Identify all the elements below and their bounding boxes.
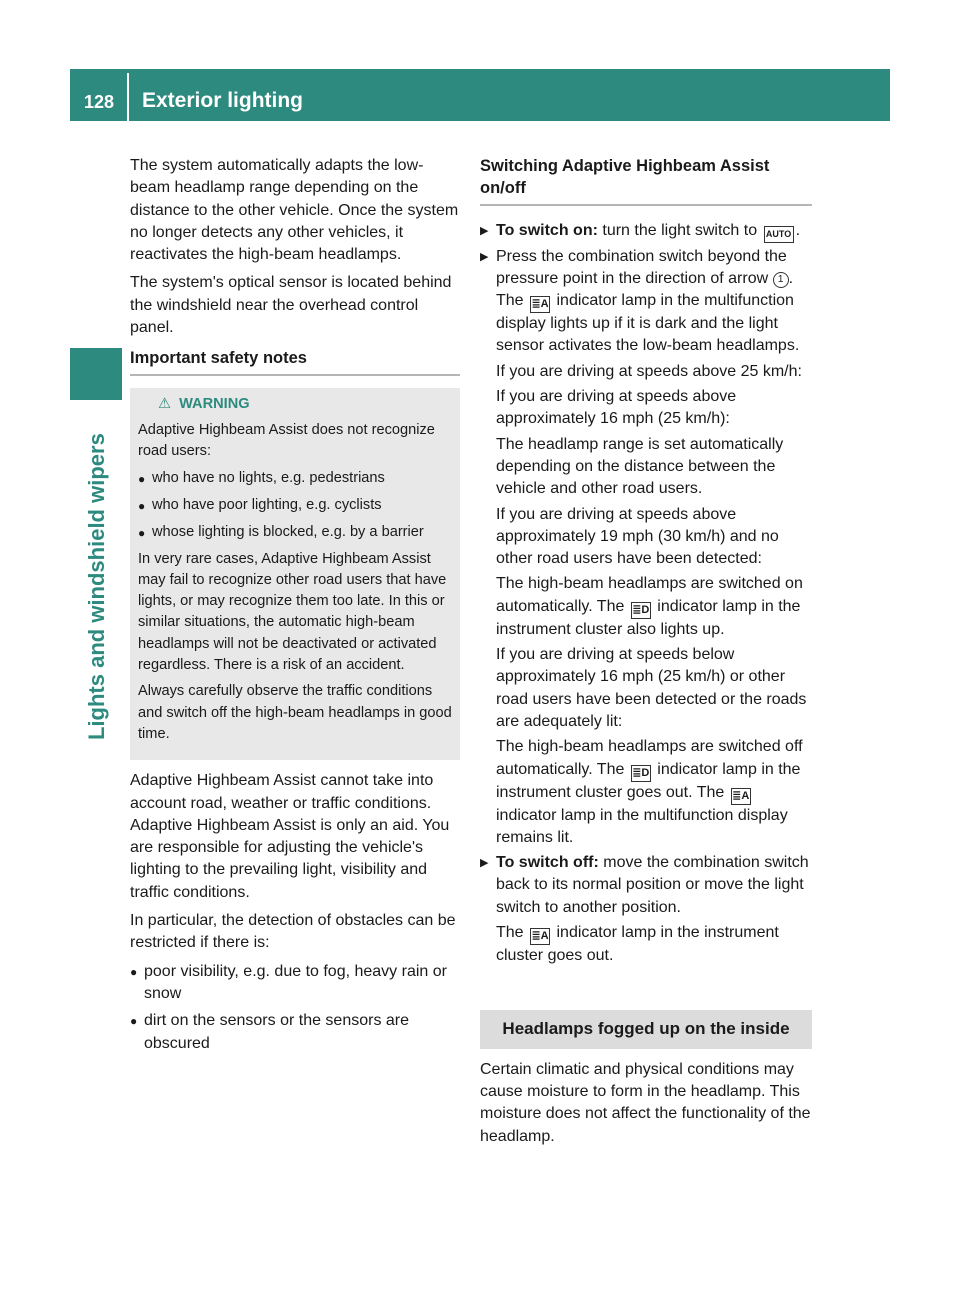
warning-triangle-icon: ⚠ xyxy=(158,395,172,412)
page-title: Exterior lighting xyxy=(142,89,304,112)
list-item: ● poor visibility, e.g. due to fog, heavy rain or snow xyxy=(130,962,447,1002)
step-arrow-icon: ▶ xyxy=(480,224,489,237)
side-tab-label: Lights and windshield wipers xyxy=(84,433,109,740)
adaptive-highbeam-icon: ≣A xyxy=(530,928,550,945)
highbeam-icon: ≣D xyxy=(631,602,651,619)
warning-paragraph: In very rare cases, Adaptive Highbeam Assist may fail to recognize other road users that have lights, or may recognize them too late. In this or similar situations, the automatic high-beam headlamps will not be deactivated or activated regardless. There is a risk of an accident. xyxy=(138,550,447,674)
warning-bullet: ● whose lighting is blocked, e.g. by a barrier xyxy=(138,523,424,540)
adaptive-highbeam-icon: ≣A xyxy=(530,296,550,313)
left-column xyxy=(130,155,460,1060)
intro-paragraph: The system automatically adapts the low-beam headlamp range depending on the distance to the other vehicle. Once the system no longer detects any other vehicles, it reactivates the high-beam headlamps. xyxy=(130,157,459,264)
step-switch-off: ▶ To switch off: move the combination switch back to its normal position or move the light switch to another position. The ≣A indicator lamp in the instrument cluster goes out. xyxy=(480,852,812,970)
limitations-paragraph: Adaptive Highbeam Assist cannot take into account road, weather or traffic conditions. Adaptive Highbeam Assist is only an aid. You are responsible for adjusting the vehicle's lighting to the prevailing light, visibility and traffic conditions. xyxy=(130,772,450,901)
warning-bullet: ● who have no lights, e.g. pedestrians xyxy=(138,469,385,486)
warning-intro: Adaptive Highbeam Assist does not recognize road users: xyxy=(138,421,435,460)
highbeam-icon: ≣D xyxy=(631,765,651,782)
side-tab-marker xyxy=(70,348,122,400)
step-switch-on: ▶ To switch on: turn the light switch to AUTO . xyxy=(480,220,812,246)
warning-title: ⚠ WARNING xyxy=(158,395,250,412)
step-press-switch: ▶ Press the combination switch beyond the pressure point in the direction of arrow 1 . The ≣A indicator lamp in the multifunction display lights up if it is dark and the light sensor activates the low-beam headlamps. If you are driving at speeds above 25 km/h: If you are driving at speeds above approximately 16 mph (25 km/h): The headlamp range is set automatically depending on the distance between the vehicle and other road users. If you are driving at speeds above approximately 19 mph (30 km/h) and no other road users have been detected: The high-beam headlamps are switched on automatically. The ≣D indicator lamp in the instrument cluster also lights up. If you are driving at speeds below approximately 16 mph (25 km/h) or other road users have been detected or the roads are adequately lit: The high-beam headlamps are switched off automatically. The ≣D indicator lamp in the instrument cluster goes out. The ≣A indicator lamp in the multifunction display remains lit. xyxy=(480,246,812,853)
list-item: ● dirt on the sensors or the sensors are obscured xyxy=(130,1012,410,1052)
fogged-paragraph: Certain climatic and physical conditions may cause moisture to form in the headlamp. This moisture does not affect the functionality of the headlamp. xyxy=(480,1060,811,1145)
fogged-section-title: Headlamps fogged up on the inside xyxy=(480,1010,812,1048)
safety-heading: Important safety notes xyxy=(130,347,460,375)
warning-box xyxy=(130,388,460,761)
step-arrow-icon: ▶ xyxy=(480,250,489,263)
warning-bullet: ● who have poor lighting, e.g. cyclists xyxy=(138,496,382,513)
auto-icon: AUTO xyxy=(764,226,794,243)
sensor-paragraph: The system's optical sensor is located behind the windshield near the overhead control panel. xyxy=(130,274,452,337)
page-number: 128 xyxy=(84,92,115,112)
warning-paragraph: Always carefully observe the traffic conditions and switch off the high-beam headlamps in good time. xyxy=(138,683,452,742)
switching-heading: Switching Adaptive Highbeam Assist on/off xyxy=(480,155,812,206)
obstacles-paragraph: In particular, the detection of obstacles can be restricted if there is: xyxy=(130,912,456,952)
adaptive-highbeam-icon: ≣A xyxy=(731,788,751,805)
right-column xyxy=(480,155,812,1154)
step-arrow-icon: ▶ xyxy=(480,857,489,870)
header-divider xyxy=(127,73,129,121)
arrow-1-marker: 1 xyxy=(773,272,789,288)
